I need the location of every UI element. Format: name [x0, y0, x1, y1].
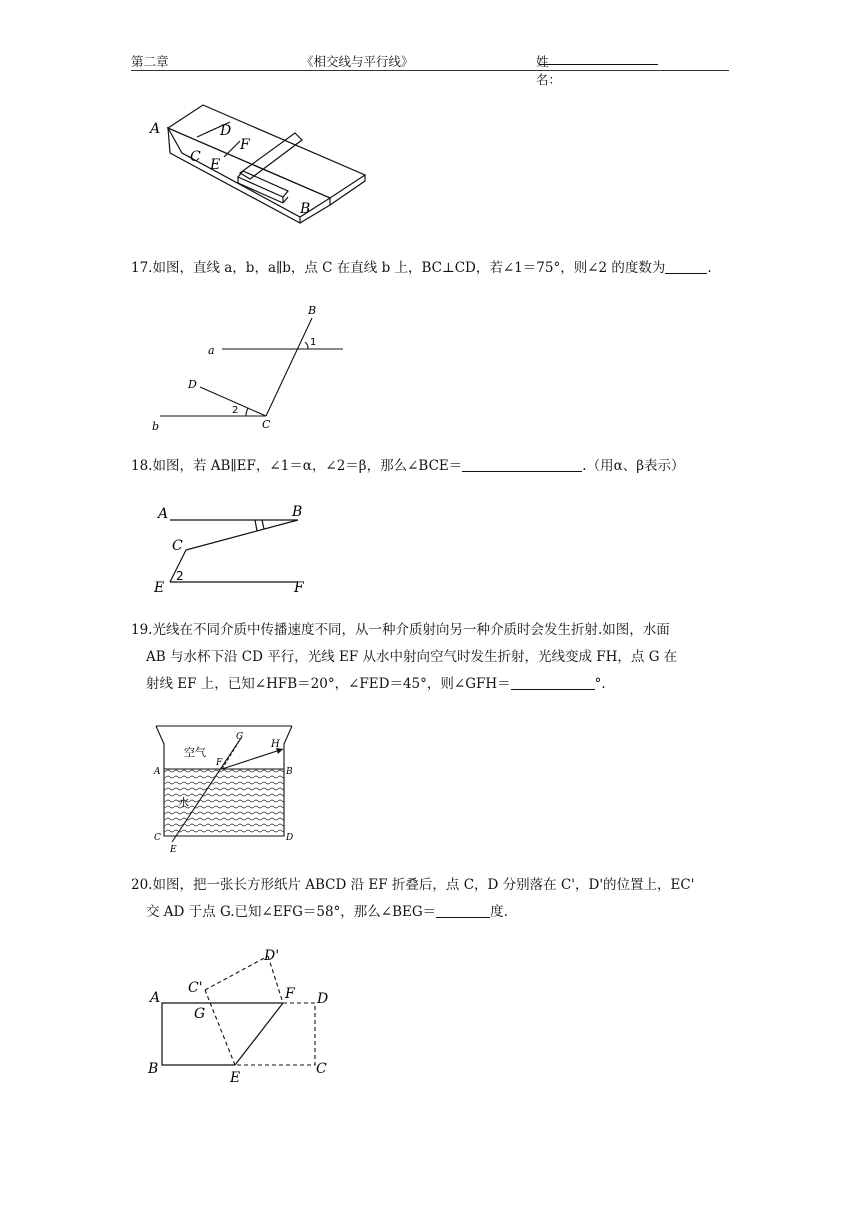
- fig20-label-f: F: [285, 986, 295, 1002]
- fig20-label-d-prime: D': [264, 948, 280, 964]
- name-label: 姓名：: [536, 54, 562, 87]
- q18-tail: .（用α、β表示）: [582, 458, 685, 474]
- fig19-label-b: B: [286, 767, 293, 777]
- fig17-label-a-line: a: [208, 344, 215, 357]
- fig19-label-e: E: [170, 845, 177, 855]
- q17-text: 17.如图，直线 a，b，a∥b，点 C 在直线 b 上，BC⊥CD，若∠1＝75°，则∠2 的度数为: [131, 260, 666, 276]
- question-19: [131, 617, 736, 698]
- q20-line-2: [131, 899, 736, 926]
- q20-tail: 度.: [490, 904, 508, 920]
- fig17-label-b-point: B: [308, 304, 317, 317]
- fig19-label-d: D: [286, 833, 294, 843]
- fig16-label-e: E: [210, 157, 221, 173]
- q19-line-3-text: 射线 EF 上，已知∠HFB＝20°，∠FED＝45°，则∠GFH＝: [146, 676, 511, 692]
- fig19-label-c: C: [154, 833, 161, 843]
- fig19-air-label: 空气: [184, 746, 206, 759]
- fig16-label-c: C: [190, 149, 201, 165]
- q19-line-1: 19.光线在不同介质中传播速度不同，从一种介质射向另一种介质时会发生折射.如图，水面: [131, 622, 670, 638]
- q19-answer-blank[interactable]: [511, 675, 595, 690]
- fig20-label-d: D: [317, 991, 329, 1007]
- fig18-label-c: C: [172, 538, 183, 554]
- fig19-label-a: A: [154, 767, 161, 777]
- fig18-angle-2: 2: [176, 569, 184, 583]
- q17-answer-blank[interactable]: [665, 259, 707, 274]
- fig18-label-a: A: [158, 506, 169, 522]
- figure-20-folded-rectangle: [140, 940, 350, 1090]
- fig16-label-d: D: [220, 123, 232, 139]
- question-17: [131, 255, 736, 282]
- q19-tail: °.: [594, 676, 606, 692]
- page-header: [131, 52, 729, 87]
- fig16-label-b: B: [300, 201, 311, 217]
- fig17-angle-2: 2: [232, 405, 239, 416]
- q18-answer-blank[interactable]: [462, 457, 582, 472]
- q19-line-3: [131, 671, 736, 698]
- fig19-label-h: H: [271, 739, 280, 750]
- fig18-label-e: E: [154, 580, 165, 596]
- figure-17: [150, 300, 360, 435]
- q20-answer-blank[interactable]: [436, 903, 490, 918]
- q19-line-2: AB 与水杯下沿 CD 平行，光线 EF 从水中射向空气时发生折射，光线变成 FH，点 G 在: [146, 649, 678, 665]
- fig16-label-a: A: [150, 121, 161, 137]
- figure-19-water-cup: [150, 720, 310, 855]
- fig16-label-f: F: [240, 137, 250, 153]
- fig20-label-e: E: [230, 1070, 241, 1086]
- fig17-label-c: C: [262, 418, 271, 431]
- question-18: [131, 453, 736, 480]
- chapter-label: 第二章: [131, 54, 169, 69]
- fig19-label-g: G: [236, 732, 244, 742]
- figure-18: [150, 500, 330, 600]
- fig19-label-f: F: [216, 758, 223, 768]
- fig17-angle-1: 1: [310, 337, 317, 348]
- fig18-label-f: F: [294, 580, 304, 596]
- q18-text: 18.如图，若 AB∥EF，∠1＝α，∠2＝β，那么∠BCE＝: [131, 458, 463, 474]
- fig20-label-a: A: [150, 990, 161, 1006]
- fig19-water-label: 水: [178, 796, 189, 809]
- q17-tail: .: [707, 260, 712, 276]
- chapter-title: 《相交线与平行线》: [301, 54, 414, 69]
- fig18-label-b: B: [292, 504, 303, 520]
- name-blank[interactable]: [540, 52, 658, 65]
- figure-16-box: [140, 95, 370, 235]
- q20-line-2-text: 交 AD 于点 G.已知∠EFG＝58°，那么∠BEG＝: [146, 904, 437, 920]
- question-20: [131, 872, 736, 926]
- fig20-label-c: C: [316, 1061, 327, 1077]
- fig20-label-b: B: [148, 1061, 159, 1077]
- fig17-label-d: D: [188, 378, 197, 391]
- q20-line-1: 20.如图，把一张长方形纸片 ABCD 沿 EF 折叠后，点 C，D 分别落在 C'，D'的位置上，EC': [131, 877, 695, 893]
- fig20-label-c-prime: C': [188, 980, 203, 996]
- fig17-label-b-line: b: [152, 420, 160, 433]
- fig20-label-g: G: [194, 1006, 206, 1022]
